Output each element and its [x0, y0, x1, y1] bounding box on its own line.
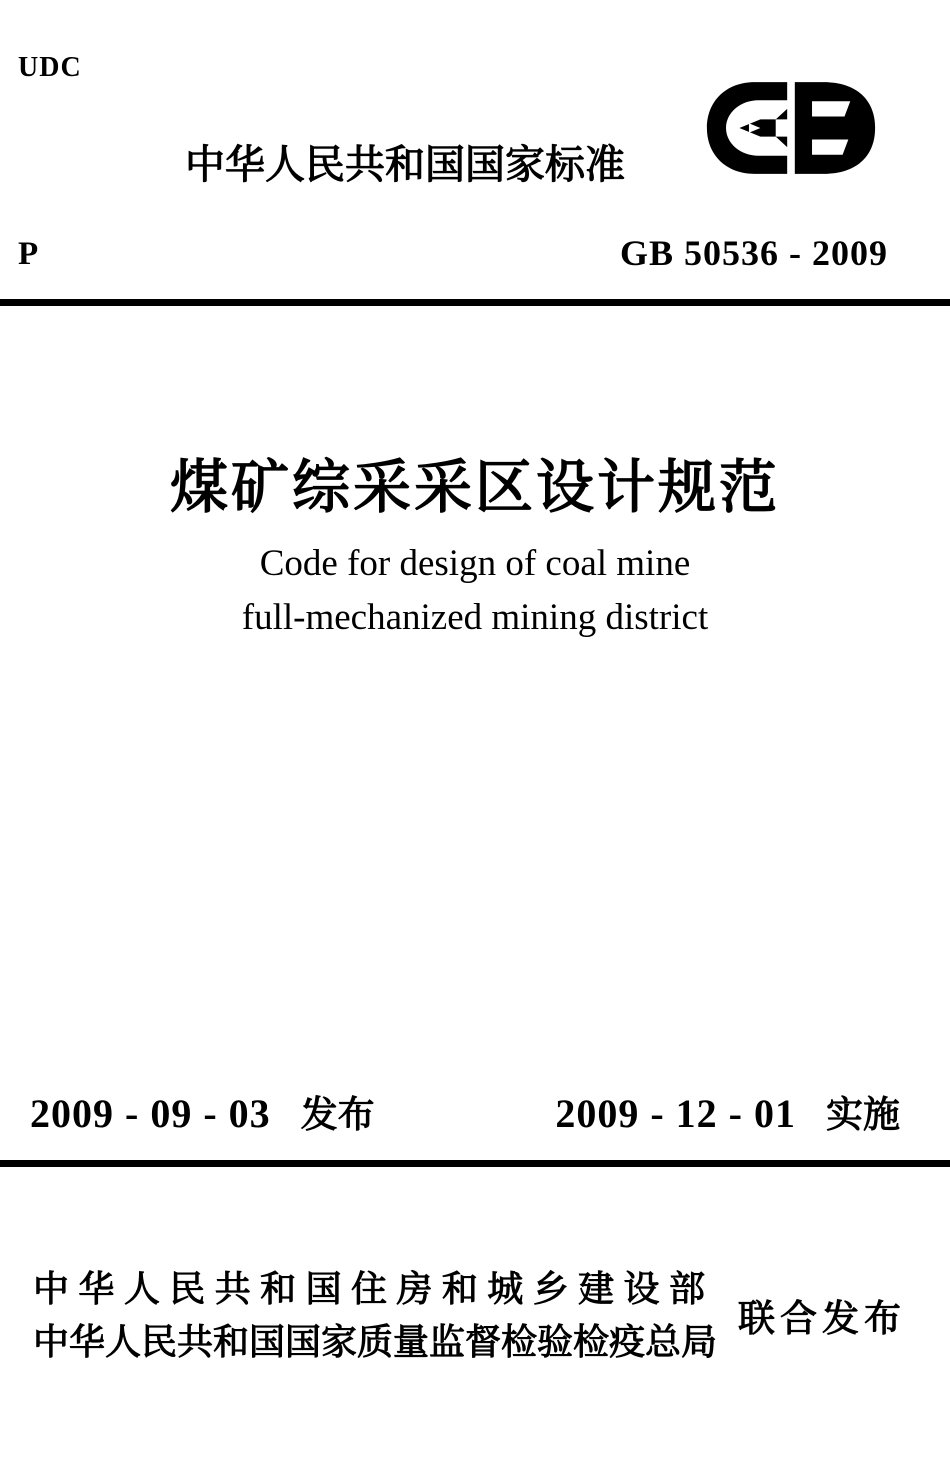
joint-publish-label: 联合发布 [738, 1298, 906, 1339]
standard-number: GB 50536 - 2009 [620, 233, 889, 273]
bottom-divider-rule [0, 1160, 950, 1167]
effective-date: 2009 - 12 - 01 [555, 1091, 796, 1136]
main-title-zh: 煤矿综采采区设计规范 [169, 455, 780, 520]
header-title: 中华人民共和国国家标准 [185, 143, 625, 187]
main-title-en [0, 537, 950, 645]
issue-date-group [30, 1084, 375, 1138]
issue-date-label: 发布 [300, 1094, 375, 1135]
publisher-line-1: 中华人民共和国住房和城乡建设部 [33, 1268, 705, 1309]
publisher-line-2: 中华人民共和国国家质量监督检验检疫总局 [33, 1321, 718, 1362]
top-divider-rule [0, 299, 950, 306]
publishers-block [33, 1262, 718, 1368]
doc-class-label: P [18, 236, 39, 272]
issue-date: 2009 - 09 - 03 [30, 1091, 271, 1136]
main-title-en-line2: full-mechanized mining district [241, 597, 709, 638]
main-title-en-line1: Code for design of coal mine [259, 543, 691, 584]
udc-label: UDC [18, 52, 82, 83]
gb-standard-logo-icon [705, 80, 877, 176]
effective-date-label: 实施 [826, 1094, 900, 1135]
effective-date-group [555, 1084, 900, 1138]
dates-row [0, 1084, 950, 1138]
